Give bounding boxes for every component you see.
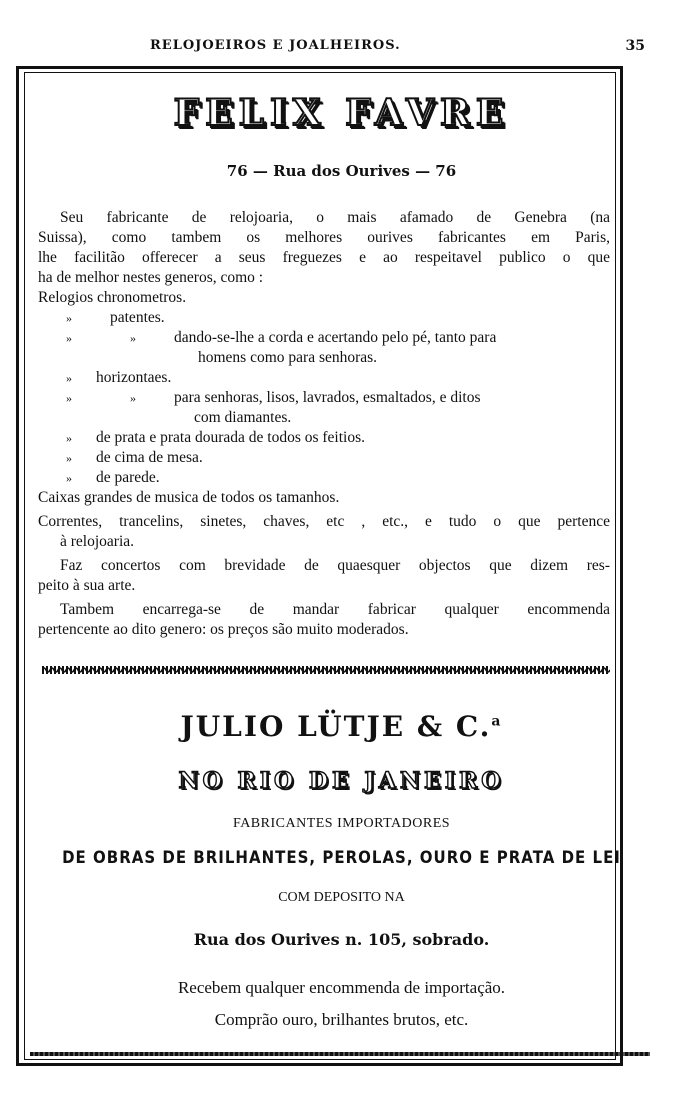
list-item-text: Relogios chronometros. [38, 289, 187, 306]
ad2-location: NO RIO DE JANEIRO [178, 768, 505, 794]
list-item [38, 448, 610, 468]
list-item-text: com diamantes. [194, 409, 292, 426]
ad2-deposit: COM DEPOSITO NA [278, 890, 405, 905]
ad2-name-sup: a [491, 713, 503, 730]
text-line: à relojoaria. [60, 533, 135, 550]
ditto-mark: » [66, 451, 72, 465]
ad1-name: FELIX FAVRE [173, 92, 510, 134]
ornamental-divider [42, 666, 610, 674]
list-item-text: de cima de mesa. [96, 449, 203, 466]
list-item [38, 468, 610, 488]
ad1-address: 76 — Rua dos Ourives — 76 [226, 162, 457, 180]
text-line: Faz concertos com brevidade de quaesquer objectos que dizem res- [60, 557, 610, 574]
list-item [38, 348, 610, 368]
list-item-text: dando-se-lhe a corda e acertando pelo pé, tanto para [174, 329, 497, 346]
list-item [38, 388, 610, 408]
ad1-encomenda [38, 600, 610, 640]
ad2-producers: FABRICANTES IMPORTADORES [232, 816, 451, 831]
ad2-order: Recebem qualquer encommenda de importação. [177, 978, 506, 997]
ditto-mark: » [66, 331, 72, 345]
text-line: Suissa), como tambem os melhores ourives fabricantes em Paris, [38, 229, 610, 246]
list-item [38, 408, 610, 428]
text-line: lhe facilitão offerecer a seus freguezes e ao respeitavel publico o que [38, 249, 610, 266]
ad1-concertos [38, 556, 610, 596]
text-line: Tambem encarrega-se de mandar fabricar qualquer encommenda [60, 601, 610, 618]
ad2-name [0, 710, 683, 743]
running-header [0, 38, 683, 58]
ad1-caixas [38, 488, 610, 508]
text-line: Seu fabricante de relojoaria, o mais afamado de Genebra (na [60, 209, 610, 226]
text-line: ha de melhor nestes generos, como : [38, 269, 264, 286]
ditto-mark: » [66, 431, 72, 445]
ditto-mark: » [66, 391, 72, 405]
wavy-rule [42, 666, 610, 674]
list-item [38, 328, 610, 348]
list-item [38, 428, 610, 448]
bottom-rule [30, 1052, 650, 1056]
ditto-mark: » [66, 311, 72, 325]
text-line: Caixas grandes de musica de todos os tamanhos. [38, 489, 340, 506]
ditto-mark: » [66, 471, 72, 485]
page-number: 35 [625, 38, 645, 54]
list-item [38, 308, 610, 328]
ditto-mark: » [130, 331, 136, 345]
list-item-text: de parede. [96, 469, 160, 486]
ditto-mark: » [66, 371, 72, 385]
text-line: peito à sua arte. [38, 577, 136, 594]
list-item-text: horizontaes. [96, 369, 172, 386]
text-line: Correntes, trancelins, sinetes, chaves, etc , etc., e tudo o que pertence [38, 513, 610, 530]
list-item-text: para senhoras, lisos, lavrados, esmaltados, e ditos [174, 389, 481, 406]
ad2-buy: Comprão ouro, brilhantes brutos, etc. [214, 1010, 469, 1029]
ad2-address: Rua dos Ourives n. 105, sobrado. [193, 930, 490, 949]
ad1-intro-paragraph [38, 208, 610, 288]
list-item [38, 288, 610, 308]
text-line: pertencente ao dito genero: os preços são muito moderados. [38, 621, 409, 638]
ad1-correntes [38, 512, 610, 552]
header-title: RELOJOEIROS E JOALHEIROS. [150, 38, 401, 53]
list-item-text: patentes. [110, 309, 165, 326]
ditto-mark: » [130, 391, 136, 405]
list-item-text: de prata e prata dourada de todos os feitios. [96, 429, 366, 446]
ad2-products: DE OBRAS DE BRILHANTES, PEROLAS, OURO E PRATA DE LEI [62, 846, 621, 868]
list-item-text: homens como para senhoras. [198, 349, 378, 366]
list-item [38, 368, 610, 388]
ad2-name-text: JULIO LÜTJE & C. [180, 710, 492, 743]
